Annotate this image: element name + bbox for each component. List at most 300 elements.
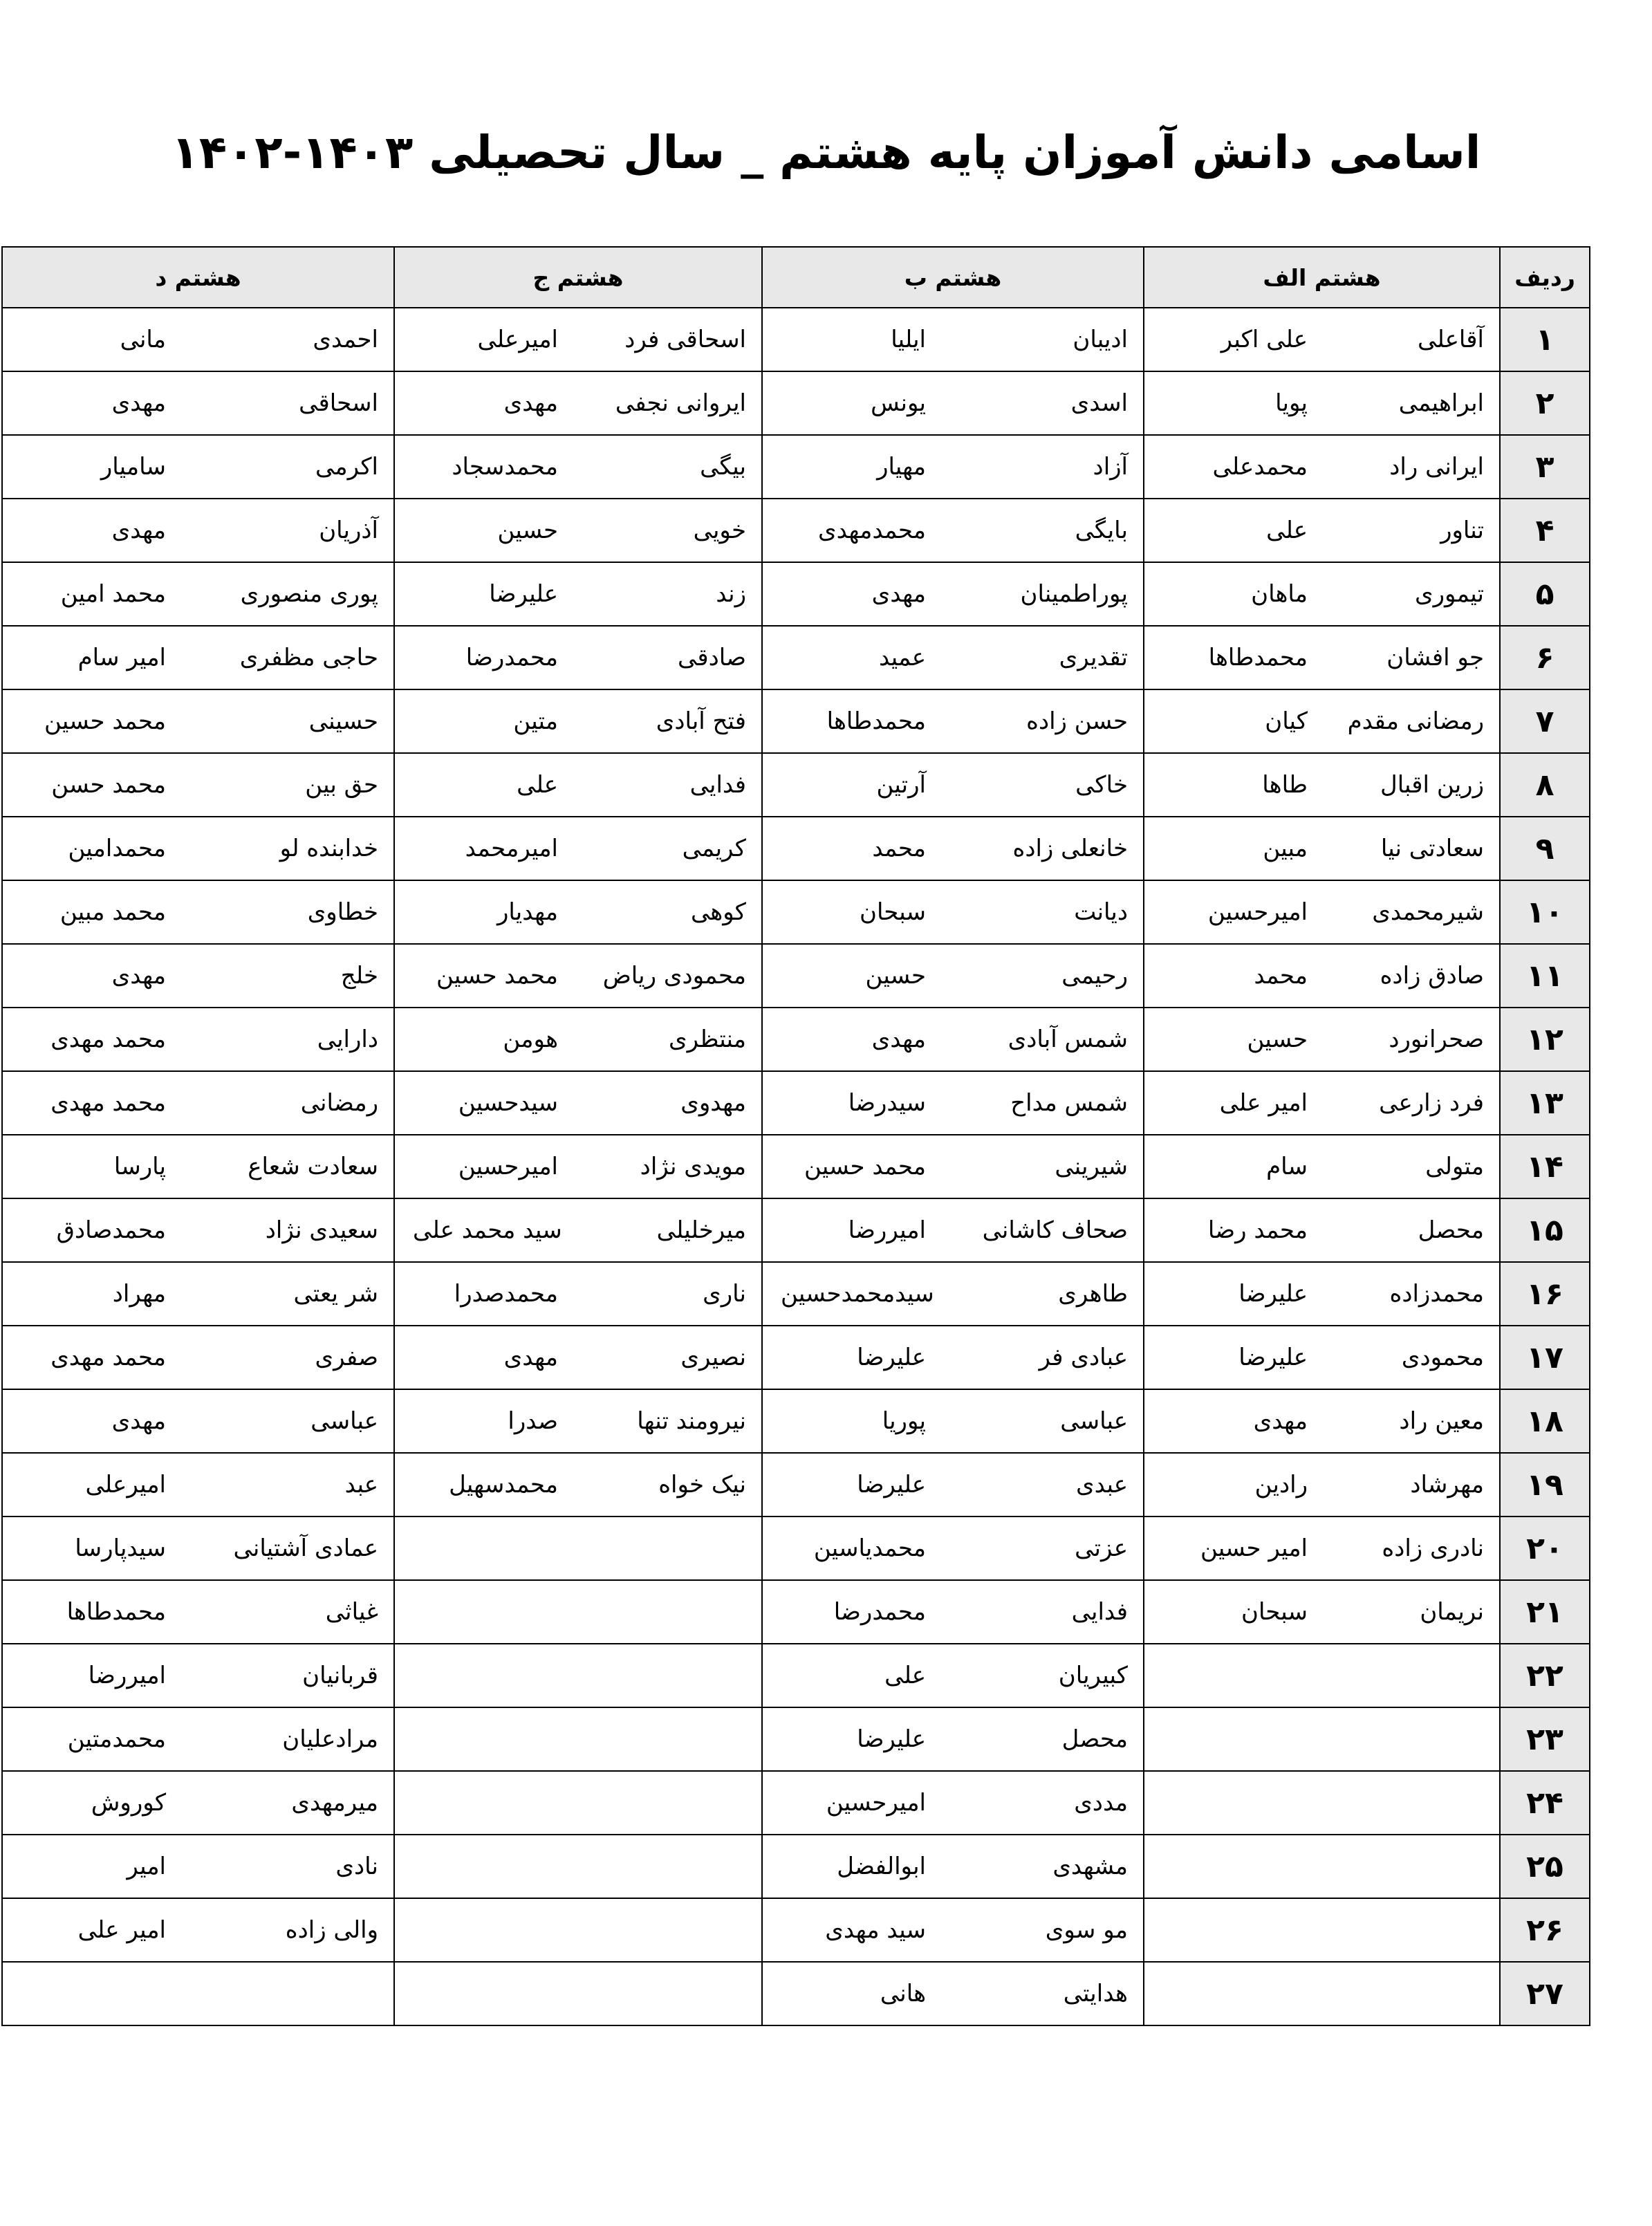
student-name-pair — [1144, 627, 1499, 689]
student-name-pair — [3, 1963, 393, 2025]
table-row — [2, 435, 1590, 499]
row-number: ۲۱ — [1500, 1580, 1590, 1644]
table-row — [2, 689, 1590, 753]
student-cell-class-a — [1144, 1453, 1500, 1517]
student-last-name: ایرانی راد — [1389, 453, 1484, 481]
student-name-pair — [763, 1708, 1143, 1770]
student-last-name: متولی — [1425, 1153, 1484, 1180]
student-name-pair — [763, 372, 1143, 434]
row-number: ۱۴ — [1500, 1135, 1590, 1198]
student-first-name: پارسا — [113, 1153, 166, 1180]
row-number: ۲۵ — [1500, 1835, 1590, 1898]
student-last-name: سعیدی نژاد — [265, 1216, 378, 1244]
student-cell-class-c — [394, 371, 762, 435]
student-name-pair — [395, 1135, 761, 1198]
student-cell-class-c — [394, 308, 762, 371]
student-first-name: سیدپارسا — [75, 1534, 166, 1562]
table-row — [2, 1898, 1590, 1962]
table-row — [2, 1580, 1590, 1644]
student-last-name: صادقی — [678, 644, 746, 671]
student-first-name: امیر حسین — [1200, 1534, 1308, 1562]
student-cell-class-c — [394, 1008, 762, 1071]
student-cell-class-d — [2, 1135, 394, 1198]
table-row — [2, 1835, 1590, 1898]
student-name-pair — [1144, 1199, 1499, 1261]
student-last-name: منتظری — [669, 1026, 746, 1053]
student-first-name: سید مهدی — [825, 1916, 926, 1944]
student-first-name: امیر علی — [77, 1916, 166, 1944]
student-name-pair — [1144, 1772, 1499, 1834]
student-name-pair — [395, 627, 761, 689]
student-last-name: محمدزاده — [1389, 1280, 1484, 1308]
student-first-name: امیرحسین — [458, 1153, 558, 1180]
student-name-pair — [3, 945, 393, 1007]
student-cell-class-d — [2, 1517, 394, 1580]
student-first-name: محمد امین — [60, 580, 166, 608]
student-last-name: صادق زاده — [1380, 962, 1484, 990]
student-name-pair — [1144, 945, 1499, 1007]
student-last-name: آزاد — [1093, 453, 1128, 481]
student-name-pair — [3, 436, 393, 498]
student-first-name: امیرعلی — [85, 1471, 166, 1499]
row-number: ۱۷ — [1500, 1326, 1590, 1389]
student-name-pair — [1144, 436, 1499, 498]
table-row — [2, 753, 1590, 817]
student-cell-class-b — [762, 880, 1144, 944]
student-last-name: شمس آبادی — [1008, 1026, 1128, 1053]
table-row — [2, 308, 1590, 371]
student-cell-class-c — [394, 753, 762, 817]
student-cell-class-c — [394, 1071, 762, 1135]
student-first-name: ماهان — [1251, 580, 1308, 608]
student-cell-class-a — [1144, 1580, 1500, 1644]
table-row — [2, 1326, 1590, 1389]
student-first-name: امیرعلی — [477, 326, 558, 353]
student-cell-class-a — [1144, 1962, 1500, 2025]
student-cell-class-d — [2, 944, 394, 1008]
student-last-name: مهدوی — [680, 1089, 746, 1117]
student-name-pair — [395, 945, 761, 1007]
student-first-name: مهیار — [877, 453, 926, 481]
student-first-name: مانی — [120, 326, 166, 353]
page-title: اسامی دانش آموزان پایه هشتم _ سال تحصیلی ۱۴۰۳-۱۴۰۲ — [171, 126, 1481, 179]
table-row — [2, 880, 1590, 944]
student-cell-class-d — [2, 1644, 394, 1707]
student-name-pair — [3, 1135, 393, 1198]
student-cell-class-d — [2, 1008, 394, 1071]
student-name-pair — [1144, 499, 1499, 562]
student-cell-class-d — [2, 435, 394, 499]
student-last-name: اسحاقی — [299, 389, 378, 417]
student-name-pair — [3, 1772, 393, 1834]
student-last-name: خدابنده لو — [279, 835, 378, 862]
row-number: ۸ — [1500, 753, 1590, 817]
student-cell-class-b — [762, 753, 1144, 817]
student-name-pair — [3, 817, 393, 880]
student-last-name: بیگی — [700, 453, 746, 481]
student-last-name: تقدیری — [1059, 644, 1128, 671]
student-last-name: مشهدی — [1052, 1853, 1128, 1880]
student-name-pair — [763, 1899, 1143, 1961]
student-name-pair — [1144, 563, 1499, 625]
student-name-pair — [763, 1008, 1143, 1070]
table-row — [2, 817, 1590, 880]
row-number: ۶ — [1500, 626, 1590, 689]
student-cell-class-b — [762, 1262, 1144, 1326]
student-last-name: خطاوی — [307, 898, 378, 926]
student-cell-class-b — [762, 626, 1144, 689]
student-cell-class-a — [1144, 371, 1500, 435]
student-first-name: محمدطاها — [66, 1598, 166, 1626]
student-first-name: حسین — [1247, 1026, 1308, 1053]
student-name-pair — [3, 754, 393, 816]
student-last-name: پوراطمینان — [1020, 580, 1128, 608]
student-last-name: مهرشاد — [1410, 1471, 1484, 1499]
student-last-name: محمودی ریاض — [602, 962, 746, 990]
student-cell-class-d — [2, 626, 394, 689]
student-last-name: شیرینی — [1055, 1153, 1128, 1180]
student-name-pair — [3, 881, 393, 943]
row-number: ۲۴ — [1500, 1771, 1590, 1835]
student-cell-class-c — [394, 499, 762, 562]
student-name-pair — [763, 1072, 1143, 1134]
student-cell-class-c — [394, 1453, 762, 1517]
student-name-pair — [3, 1835, 393, 1898]
student-last-name: مو سوی — [1045, 1916, 1128, 1944]
student-last-name: خاکی — [1075, 771, 1128, 799]
student-name-pair — [763, 1390, 1143, 1452]
student-cell-class-b — [762, 817, 1144, 880]
student-last-name: والی زاده — [285, 1916, 378, 1944]
student-first-name: محمدیاسین — [813, 1534, 926, 1562]
student-first-name: ایلیا — [891, 326, 926, 353]
student-first-name: صدرا — [508, 1407, 558, 1435]
student-name-pair — [763, 1963, 1143, 2025]
student-name-pair — [3, 499, 393, 562]
student-cell-class-c — [394, 1835, 762, 1898]
student-name-pair — [1144, 1708, 1499, 1770]
student-name-pair — [1144, 1072, 1499, 1134]
student-first-name: عمید — [878, 644, 926, 671]
student-last-name: کبیریان — [1058, 1662, 1128, 1689]
student-last-name: حق بین — [305, 771, 378, 799]
student-name-pair — [3, 1581, 393, 1643]
student-first-name: مهدی — [503, 389, 558, 417]
student-name-pair — [763, 1199, 1143, 1261]
student-last-name: عمادی آشتیانی — [233, 1534, 378, 1562]
student-name-pair — [763, 1135, 1143, 1198]
student-first-name: رادین — [1254, 1471, 1308, 1499]
student-cell-class-a — [1144, 1198, 1500, 1262]
student-name-pair — [395, 1644, 761, 1707]
student-last-name: اسدی — [1070, 389, 1128, 417]
student-last-name: شیرمحمدی — [1372, 898, 1484, 926]
student-cell-class-b — [762, 1198, 1144, 1262]
student-name-pair — [395, 754, 761, 816]
student-cell-class-a — [1144, 1517, 1500, 1580]
student-cell-class-b — [762, 944, 1144, 1008]
student-first-name: سیدرضا — [848, 1089, 926, 1117]
student-cell-class-a — [1144, 1835, 1500, 1898]
header-class-d: هشتم د — [2, 247, 394, 308]
student-last-name: خلج — [340, 962, 378, 990]
student-name-pair — [763, 499, 1143, 562]
student-cell-class-d — [2, 753, 394, 817]
student-name-pair — [3, 1644, 393, 1707]
student-last-name: آذریان — [319, 517, 378, 544]
student-first-name: آرتین — [876, 771, 926, 799]
table-row — [2, 1135, 1590, 1198]
student-name-pair — [763, 563, 1143, 625]
student-first-name: مبین — [1263, 835, 1308, 862]
student-last-name: فدایی — [689, 771, 746, 799]
student-name-pair — [395, 1326, 761, 1389]
student-last-name: ابراهیمی — [1398, 389, 1484, 417]
student-first-name: مهدی — [503, 1344, 558, 1371]
student-last-name: تناور — [1440, 517, 1484, 544]
student-name-pair — [763, 881, 1143, 943]
table-row — [2, 1962, 1590, 2025]
row-number: ۳ — [1500, 435, 1590, 499]
student-first-name: محمدامین — [68, 835, 166, 862]
student-name-pair — [3, 1899, 393, 1961]
student-first-name: محمد مهدی — [50, 1026, 166, 1053]
student-cell-class-b — [762, 1835, 1144, 1898]
student-first-name: مهدی — [111, 517, 166, 544]
row-number: ۴ — [1500, 499, 1590, 562]
student-first-name: علیرضا — [857, 1344, 926, 1371]
student-first-name: پوریا — [882, 1407, 926, 1435]
row-number: ۹ — [1500, 817, 1590, 880]
student-last-name: محصل — [1061, 1725, 1128, 1753]
student-first-name: محمد حسین — [436, 962, 558, 990]
student-first-name: سید محمد علی — [413, 1216, 562, 1244]
student-last-name: عزتی — [1075, 1534, 1128, 1562]
row-number: ۱۰ — [1500, 880, 1590, 944]
student-name-pair — [1144, 372, 1499, 434]
student-cell-class-c — [394, 626, 762, 689]
row-number: ۱۱ — [1500, 944, 1590, 1008]
student-cell-class-c — [394, 1962, 762, 2025]
student-name-pair — [395, 1835, 761, 1898]
student-name-pair — [763, 754, 1143, 816]
student-first-name: علی — [1266, 517, 1308, 544]
student-name-pair — [395, 1581, 761, 1643]
table-row — [2, 1644, 1590, 1707]
student-name-pair — [1144, 1454, 1499, 1516]
student-first-name: سامیار — [100, 453, 166, 481]
student-first-name: سبحان — [859, 898, 926, 926]
student-first-name: علیرضا — [1238, 1344, 1308, 1371]
student-cell-class-b — [762, 1453, 1144, 1517]
header-row-number: ردیف — [1500, 247, 1590, 308]
row-number: ۷ — [1500, 689, 1590, 753]
student-cell-class-c — [394, 1326, 762, 1389]
student-name-pair — [3, 1390, 393, 1452]
student-cell-class-a — [1144, 944, 1500, 1008]
student-first-name: امیر — [127, 1853, 166, 1880]
student-cell-class-c — [394, 435, 762, 499]
student-last-name: صحاف کاشانی — [982, 1216, 1128, 1244]
student-cell-class-a — [1144, 1644, 1500, 1707]
student-last-name: حسن زاده — [1026, 707, 1128, 735]
table-row — [2, 944, 1590, 1008]
row-number: ۱۳ — [1500, 1071, 1590, 1135]
student-cell-class-a — [1144, 1071, 1500, 1135]
student-last-name: شمس مداح — [1010, 1089, 1128, 1117]
student-last-name: زند — [716, 580, 746, 608]
table-row — [2, 371, 1590, 435]
student-last-name: سعادت شعاع — [248, 1153, 378, 1180]
student-name-pair — [3, 1708, 393, 1770]
header-class-c: هشتم ج — [394, 247, 762, 308]
student-first-name: علی — [884, 1662, 926, 1689]
student-first-name: محمد — [1254, 962, 1308, 990]
student-cell-class-c — [394, 1198, 762, 1262]
student-cell-class-d — [2, 1071, 394, 1135]
header-class-a: هشتم الف — [1144, 247, 1500, 308]
student-first-name: کوروش — [91, 1789, 166, 1817]
student-cell-class-d — [2, 817, 394, 880]
student-cell-class-d — [2, 499, 394, 562]
student-last-name: قربانیان — [302, 1662, 378, 1689]
row-number: ۲۰ — [1500, 1517, 1590, 1580]
student-name-pair — [3, 563, 393, 625]
student-cell-class-d — [2, 308, 394, 371]
student-last-name: ایروانی نجفی — [615, 389, 746, 417]
student-name-pair — [1144, 817, 1499, 880]
table-row — [2, 1198, 1590, 1262]
student-cell-class-b — [762, 1326, 1144, 1389]
student-last-name: صحرانورد — [1389, 1026, 1484, 1053]
student-first-name: محمدمتین — [67, 1725, 166, 1753]
student-first-name: محمد حسین — [804, 1153, 926, 1180]
student-last-name: محصل — [1418, 1216, 1484, 1244]
student-cell-class-d — [2, 1771, 394, 1835]
student-first-name: امیررضا — [848, 1216, 926, 1244]
student-last-name: عباسی — [1060, 1407, 1128, 1435]
student-cell-class-c — [394, 1644, 762, 1707]
student-last-name: جو افشان — [1386, 644, 1484, 671]
student-last-name: خانعلی زاده — [1012, 835, 1128, 862]
student-last-name: نصیری — [680, 1344, 746, 1371]
student-cell-class-c — [394, 1389, 762, 1453]
row-number: ۱ — [1500, 308, 1590, 371]
student-name-pair — [3, 1199, 393, 1261]
student-name-pair — [395, 1263, 761, 1325]
table-row — [2, 1389, 1590, 1453]
row-number: ۱۹ — [1500, 1453, 1590, 1517]
header-class-b: هشتم ب — [762, 247, 1144, 308]
student-last-name: صفری — [315, 1344, 378, 1371]
student-first-name: امیرمحمد — [465, 835, 558, 862]
student-first-name: یونس — [871, 389, 926, 417]
student-name-pair — [1144, 1517, 1499, 1579]
student-name-pair — [395, 1708, 761, 1770]
student-cell-class-b — [762, 562, 1144, 626]
student-first-name: محمدسجاد — [452, 453, 558, 481]
student-first-name: حسین — [497, 517, 558, 544]
student-last-name: احمدی — [313, 326, 378, 353]
student-last-name: غیاثی — [325, 1598, 378, 1626]
student-name-pair — [395, 1008, 761, 1070]
student-last-name: هدایتی — [1063, 1980, 1128, 2007]
student-cell-class-a — [1144, 1008, 1500, 1071]
student-name-pair — [763, 1517, 1143, 1579]
student-cell-class-d — [2, 1453, 394, 1517]
student-last-name: نریمان — [1420, 1598, 1484, 1626]
student-cell-class-a — [1144, 1771, 1500, 1835]
student-last-name: کریمی — [682, 835, 746, 862]
student-last-name: فرد زارعی — [1379, 1089, 1484, 1117]
student-cell-class-d — [2, 1835, 394, 1898]
student-first-name: مهدی — [871, 580, 926, 608]
student-first-name: سیدحسین — [458, 1089, 558, 1117]
student-first-name: امیرحسین — [826, 1789, 926, 1817]
student-cell-class-b — [762, 1517, 1144, 1580]
student-last-name: تیموری — [1415, 580, 1484, 608]
table-row — [2, 1071, 1590, 1135]
student-name-pair — [1144, 690, 1499, 752]
student-name-pair — [1144, 1390, 1499, 1452]
student-name-pair — [395, 1199, 761, 1261]
student-first-name: امیر علی — [1219, 1089, 1308, 1117]
student-cell-class-d — [2, 1580, 394, 1644]
student-first-name: ابوالفضل — [837, 1853, 926, 1880]
student-last-name: نادری زاده — [1382, 1534, 1484, 1562]
student-name-pair — [3, 1263, 393, 1325]
student-name-pair — [763, 1581, 1143, 1643]
student-first-name: امیررضا — [88, 1662, 166, 1689]
student-first-name: حسین — [865, 962, 926, 990]
student-cell-class-d — [2, 1389, 394, 1453]
student-cell-class-a — [1144, 1707, 1500, 1771]
student-name-pair — [1144, 1963, 1499, 2025]
student-last-name: عباسی — [310, 1407, 378, 1435]
row-number: ۱۲ — [1500, 1008, 1590, 1071]
student-cell-class-c — [394, 944, 762, 1008]
table-row — [2, 626, 1590, 689]
student-last-name: مددی — [1074, 1789, 1128, 1817]
student-name-pair — [395, 1390, 761, 1452]
student-last-name: ادیبان — [1073, 326, 1128, 353]
row-number: ۲۶ — [1500, 1898, 1590, 1962]
student-cell-class-a — [1144, 1898, 1500, 1962]
student-first-name: محمدطاها — [826, 707, 926, 735]
student-cell-class-c — [394, 1580, 762, 1644]
student-name-pair — [763, 1772, 1143, 1834]
table-row — [2, 1262, 1590, 1326]
student-name-pair — [3, 308, 393, 371]
student-first-name: متین — [513, 707, 558, 735]
student-name-pair — [395, 881, 761, 943]
student-cell-class-d — [2, 1326, 394, 1389]
student-first-name: امیر سام — [77, 644, 166, 671]
student-cell-class-b — [762, 435, 1144, 499]
student-last-name: دیانت — [1074, 898, 1128, 926]
student-name-pair — [3, 1326, 393, 1389]
row-number: ۲ — [1500, 371, 1590, 435]
student-first-name: کیان — [1265, 707, 1308, 735]
student-cell-class-a — [1144, 499, 1500, 562]
student-first-name: علی — [517, 771, 558, 799]
table-row — [2, 499, 1590, 562]
student-first-name: علیرضا — [857, 1725, 926, 1753]
row-number: ۲۲ — [1500, 1644, 1590, 1707]
student-name-pair — [1144, 1008, 1499, 1070]
student-last-name: میرمهدی — [291, 1789, 378, 1817]
student-cell-class-c — [394, 1771, 762, 1835]
